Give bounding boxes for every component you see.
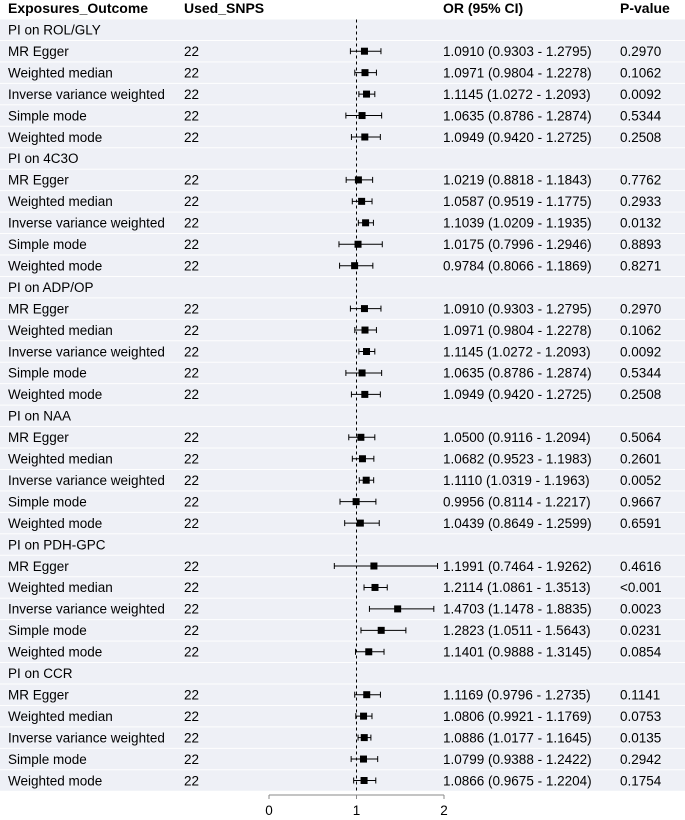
or-ci-value: 1.1991 (0.7464 - 1.9262) — [443, 558, 592, 574]
snps-value: 22 — [184, 43, 200, 59]
snps-value: 22 — [184, 194, 200, 210]
snps-value: 22 — [184, 558, 200, 574]
snps-value: 22 — [184, 494, 200, 510]
header-exposure: Exposures_Outcome — [8, 0, 149, 16]
or-point — [359, 369, 366, 376]
method-label: Weighted mode — [8, 129, 103, 145]
method-label: Weighted median — [8, 708, 113, 724]
or-point — [360, 756, 367, 763]
method-label: Simple mode — [8, 365, 87, 381]
snps-value: 22 — [184, 65, 200, 81]
row-band — [0, 663, 685, 684]
or-point — [361, 48, 368, 55]
method-label: MR Egger — [8, 172, 69, 188]
row-band — [0, 277, 685, 298]
snps-value: 22 — [184, 322, 200, 338]
or-point — [361, 777, 368, 784]
x-tick-label: 1 — [352, 803, 361, 818]
or-ci-value: 1.0806 (0.9921 - 1.1769) — [443, 708, 592, 724]
group-label: PI on CCR — [8, 666, 73, 681]
p-value: 0.0092 — [620, 86, 662, 102]
or-point — [357, 434, 364, 441]
snps-value: 22 — [184, 751, 200, 767]
p-value: 0.7762 — [620, 172, 662, 188]
snps-value: 22 — [184, 215, 200, 231]
snps-value: 22 — [184, 86, 200, 102]
snps-value: 22 — [184, 237, 200, 252]
p-value: 0.2601 — [620, 451, 662, 467]
snps-value: 22 — [184, 687, 200, 703]
row-band — [0, 406, 685, 427]
p-value: 0.1141 — [620, 687, 661, 703]
or-ci-value: 1.0219 (0.8818 - 1.1843) — [443, 172, 592, 188]
or-ci-value: 1.0949 (0.9420 - 1.2725) — [443, 387, 592, 403]
or-ci-value: 0.9956 (0.8114 - 1.2217) — [443, 494, 591, 510]
or-ci-value: 1.0949 (0.9420 - 1.2725) — [443, 129, 592, 145]
or-point — [358, 198, 365, 205]
snps-value: 22 — [184, 644, 200, 660]
p-value: 0.0854 — [620, 644, 662, 660]
x-axis — [265, 795, 448, 818]
p-value: 0.9667 — [620, 494, 662, 510]
snps-value: 22 — [184, 108, 200, 124]
or-point — [394, 605, 401, 612]
or-point — [361, 734, 368, 741]
row-band — [0, 20, 685, 41]
p-value: 0.5344 — [620, 365, 662, 381]
method-label: Weighted mode — [8, 258, 103, 274]
method-label: Inverse variance weighted — [8, 215, 165, 231]
or-point — [363, 691, 370, 698]
or-ci-value: 1.0866 (0.9675 - 1.2204) — [443, 773, 592, 789]
header-row — [8, 0, 670, 16]
method-label: Inverse variance weighted — [8, 472, 165, 488]
or-point — [363, 348, 370, 355]
or-ci-value: 1.4703 (1.1478 - 1.8835) — [443, 601, 592, 617]
method-label: Weighted mode — [8, 387, 103, 403]
method-label: Weighted median — [8, 194, 113, 210]
p-value: 0.2970 — [620, 43, 662, 59]
or-ci-value: 1.0175 (0.7996 - 1.2946) — [443, 237, 592, 252]
or-point — [363, 91, 370, 98]
or-point — [363, 477, 370, 484]
or-ci-value: 1.0971 (0.9804 - 1.2278) — [443, 65, 592, 81]
p-value: 0.1754 — [620, 773, 662, 789]
or-point — [361, 69, 368, 76]
method-label: Weighted median — [8, 322, 113, 338]
snps-value: 22 — [184, 129, 200, 145]
or-point — [360, 713, 367, 720]
method-label: Weighted median — [8, 451, 113, 467]
snps-value: 22 — [184, 387, 200, 403]
or-ci-value: 1.0971 (0.9804 - 1.2278) — [443, 322, 592, 338]
or-ci-value: 1.0500 (0.9116 - 1.2094) — [443, 430, 591, 446]
or-point — [357, 520, 364, 527]
or-ci-value: 1.0910 (0.9303 - 1.2795) — [443, 43, 592, 59]
or-point — [362, 219, 369, 226]
method-label: MR Egger — [8, 558, 69, 574]
or-point — [361, 327, 368, 334]
x-tick-label: 0 — [265, 803, 273, 818]
method-label: Inverse variance weighted — [8, 86, 165, 102]
or-ci-value: 1.0886 (1.0177 - 1.1645) — [443, 730, 592, 746]
method-label: Simple mode — [8, 108, 87, 124]
or-ci-value: 1.1401 (0.9888 - 1.3145) — [443, 644, 592, 660]
or-ci-value: 1.0799 (0.9388 - 1.2422) — [443, 751, 592, 767]
p-value: 0.0132 — [620, 215, 662, 231]
snps-value: 22 — [184, 730, 200, 746]
method-label: Weighted mode — [8, 515, 103, 531]
or-point — [355, 176, 362, 183]
p-value: 0.1062 — [620, 65, 662, 81]
group-label: PI on PDH-GPC — [8, 537, 106, 553]
header-or: OR (95% CI) — [443, 0, 524, 16]
snps-value: 22 — [184, 515, 200, 531]
method-label: Inverse variance weighted — [8, 601, 165, 617]
or-ci-value: 1.1145 (1.0272 - 1.2093) — [443, 344, 591, 360]
method-label: Weighted mode — [8, 773, 103, 789]
snps-value: 22 — [184, 472, 200, 488]
snps-value: 22 — [184, 708, 200, 724]
or-ci-value: 1.2114 (1.0861 - 1.3513) — [443, 580, 591, 596]
method-label: Simple mode — [8, 623, 87, 639]
p-value: 0.2508 — [620, 387, 662, 403]
snps-value: 22 — [184, 430, 200, 446]
method-label: Simple mode — [8, 494, 87, 510]
or-ci-value: 1.1145 (1.0272 - 1.2093) — [443, 86, 591, 102]
row-band — [0, 148, 685, 169]
or-ci-value: 0.9784 (0.8066 - 1.1869) — [443, 258, 592, 274]
header-pvalue: P-value — [620, 0, 670, 16]
method-label: MR Egger — [8, 430, 69, 446]
method-label: Weighted mode — [8, 644, 103, 660]
or-ci-value: 1.0587 (0.9519 - 1.1775) — [443, 194, 592, 210]
or-point — [365, 648, 372, 655]
or-point — [359, 112, 366, 119]
group-label: PI on ADP/OP — [8, 279, 94, 295]
or-ci-value: 1.2823 (1.0511 - 1.5643) — [443, 623, 591, 639]
p-value: 0.0023 — [620, 601, 662, 617]
or-point — [361, 391, 368, 398]
p-value: 0.5064 — [620, 430, 662, 446]
p-value: 0.0092 — [620, 344, 662, 360]
or-ci-value: 1.0635 (0.8786 - 1.2874) — [443, 365, 592, 381]
or-point — [370, 563, 377, 570]
snps-value: 22 — [184, 301, 200, 317]
p-value: 0.8893 — [620, 237, 662, 252]
p-value: 0.2970 — [620, 301, 662, 317]
p-value: 0.0052 — [620, 472, 662, 488]
method-label: Weighted median — [8, 65, 113, 81]
p-value: 0.2508 — [620, 129, 662, 145]
p-value: 0.8271 — [620, 258, 662, 274]
snps-value: 22 — [184, 172, 200, 188]
or-ci-value: 1.0682 (0.9523 - 1.1983) — [443, 451, 592, 467]
p-value: 0.4616 — [620, 558, 662, 574]
or-point — [378, 627, 385, 634]
p-value: <0.001 — [620, 580, 662, 596]
method-label: Simple mode — [8, 237, 87, 252]
or-ci-value: 1.1110 (1.0319 - 1.1963) — [443, 472, 590, 488]
method-label: Inverse variance weighted — [8, 730, 165, 746]
p-value: 0.2942 — [620, 751, 662, 767]
or-point — [359, 455, 366, 462]
or-ci-value: 1.0439 (0.8649 - 1.2599) — [443, 515, 592, 531]
method-label: MR Egger — [8, 687, 69, 703]
snps-value: 22 — [184, 344, 200, 360]
or-ci-value: 1.1039 (1.0209 - 1.1935) — [443, 215, 592, 231]
x-tick-label: 2 — [440, 803, 448, 818]
or-point — [355, 241, 362, 248]
method-label: Inverse variance weighted — [8, 344, 165, 360]
snps-value: 22 — [184, 773, 200, 789]
snps-value: 22 — [184, 258, 200, 274]
or-ci-value: 1.1169 (0.9796 - 1.2735) — [443, 687, 591, 703]
p-value: 0.1062 — [620, 322, 662, 338]
p-value: 0.6591 — [620, 515, 662, 531]
method-label: MR Egger — [8, 43, 69, 59]
snps-value: 22 — [184, 623, 200, 639]
method-label: Simple mode — [8, 751, 87, 767]
method-label: Weighted median — [8, 580, 113, 596]
p-value: 0.0753 — [620, 708, 662, 724]
p-value: 0.2933 — [620, 194, 662, 210]
p-value: 0.0135 — [620, 730, 662, 746]
p-value: 0.0231 — [620, 623, 662, 639]
or-ci-value: 1.0910 (0.9303 - 1.2795) — [443, 301, 592, 317]
snps-value: 22 — [184, 451, 200, 467]
group-label: PI on ROL/GLY — [8, 22, 101, 38]
method-label: MR Egger — [8, 301, 69, 317]
group-label: PI on NAA — [8, 408, 72, 424]
header-snps: Used_SNPS — [184, 0, 265, 16]
or-ci-value: 1.0635 (0.8786 - 1.2874) — [443, 108, 592, 124]
or-point — [361, 134, 368, 141]
or-point — [351, 262, 358, 269]
snps-value: 22 — [184, 365, 200, 381]
snps-value: 22 — [184, 601, 200, 617]
or-point — [371, 584, 378, 591]
snps-value: 22 — [184, 580, 200, 596]
group-label: PI on 4C3O — [8, 151, 79, 167]
or-point — [361, 305, 368, 312]
p-value: 0.5344 — [620, 108, 662, 124]
